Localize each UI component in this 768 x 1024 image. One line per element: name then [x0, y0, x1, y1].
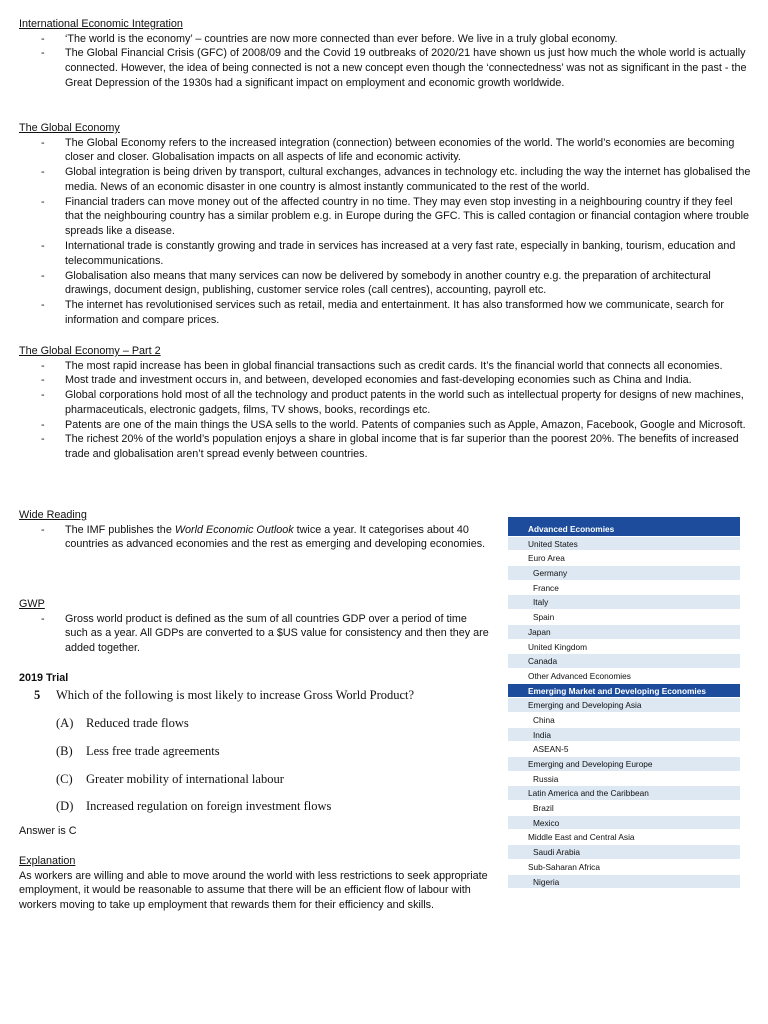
option-letter: (A) [56, 716, 74, 730]
table-row: United Kingdom [508, 640, 740, 655]
list-item: - Patents are one of the main things the USA sells to the world. Patents of companies such as Apple, Amazon, Facebook, Google and Microsoft. [19, 418, 751, 433]
heading-explanation: Explanation [19, 855, 76, 867]
exam-question [34, 688, 474, 818]
table-row: Latin America and the Caribbean [508, 786, 740, 801]
heading-global-economy: The Global Economy [19, 122, 120, 134]
explanation-text: As workers are willing and able to move around the world with less restrictions to seek appropriate employment, it would be reasonable to assume that there will be an efficient flow of labour with workers moving to take up employment that rewards them for their efficiency and skills. [19, 869, 488, 912]
option-letter: (C) [56, 772, 73, 786]
section-global-economy-2 [19, 344, 751, 462]
list-item: - Financial traders can move money out of the affected country in no time. They may even stop investing in a neighbouring country if they feel that the neighbouring country has a similar problem e.g. in Europe during the GFC. This is called contagion or financial contagion where trouble spreads like a disease. [19, 195, 751, 239]
list-item: - Global corporations hold most of all the technology and product patents in the world such as intellectual property for designs of new machines, pharmaceuticals, electronic gadgets, films, TV shows, books, recordings etc. [19, 388, 751, 418]
publication-title: World Economic Outlook [174, 523, 294, 536]
list-item: - The most rapid increase has been in global financial transactions such as credit cards. It’s the financial world that connects all economies. [19, 359, 751, 374]
bullet-list-global-economy [19, 136, 751, 328]
table-row: Euro Area [508, 551, 740, 566]
table-row: Canada [508, 654, 740, 669]
table-row: Germany [508, 566, 740, 581]
option-text: Reduced trade flows [86, 716, 189, 730]
list-item: - Globalisation also means that many services can now be delivered by somebody in another country e.g. the preparation of architectural drawings, document design, publishing, customer service roles (call centres), accounting, payroll etc. [19, 269, 751, 299]
table-row: India [508, 728, 740, 743]
heading-global-economy-2: The Global Economy – Part 2 [19, 345, 161, 357]
table-row: United States [508, 537, 740, 552]
list-item [19, 523, 489, 553]
question-text: Which of the following is most likely to increase Gross World Product? [56, 688, 415, 702]
imf-classification-table [508, 517, 740, 889]
section-global-economy [19, 121, 751, 328]
heading-integration: International Economic Integration [19, 18, 183, 30]
list-item: - The Global Financial Crisis (GFC) of 2008/09 and the Covid 19 outbreaks of 2020/21 have shown us just how much the whole world is actually connected. However, the idea of being connected is not a new concept even though the ‘connectedness’ was not as significant in the past - the Great Depression of the 1930s had a significant impact on employment and economic growth worldwide. [19, 46, 751, 90]
answer-text: Answer is C [19, 825, 77, 837]
list-item: - Gross world product is defined as the sum of all countries GDP over a period of time such as a year. All GDPs are converted to a $US value for consistency and then they are added together. [19, 612, 489, 656]
list-item: - The richest 20% of the world’s population enjoys a share in global income that is far superior than the poorest 20%. The benefits of increased trade and globalisation aren’t spread evenly between countries. [19, 432, 751, 462]
bullet-list-global-economy-2 [19, 359, 751, 463]
table-row: Japan [508, 625, 740, 640]
table-row: ASEAN-5 [508, 742, 740, 757]
list-item: - International trade is constantly growing and trade in services has increased at a very fast rate, especially in banking, tourism, education and telecommunications. [19, 239, 751, 269]
table-row: China [508, 713, 740, 728]
table-rows [508, 522, 740, 889]
table-row: France [508, 581, 740, 596]
table-row: Brazil [508, 801, 740, 816]
table-row: Sub-Saharan Africa [508, 860, 740, 875]
list-item: - ‘The world is the economy’ – countries are now more connected than ever before. We live in a truly global economy. [19, 32, 751, 47]
question-number: 5 [34, 688, 41, 702]
table-row: Saudi Arabia [508, 845, 740, 860]
heading-wide-reading: Wide Reading [19, 509, 87, 521]
wide-reading-text-end: twice a year. It categorises about 40 countries as advanced economies and the rest as emerging and developing economies. [65, 523, 486, 551]
option-text: Greater mobility of international labour [86, 772, 284, 786]
table-row: Emerging and Developing Europe [508, 757, 740, 772]
bullet-list-gwp [19, 612, 489, 656]
option-letter: (B) [56, 744, 73, 758]
table-row: Other Advanced Economies [508, 669, 740, 684]
table-header-row: Advanced Economies [508, 522, 740, 537]
table-row: Mexico [508, 816, 740, 831]
table-header-row: Emerging Market and Developing Economies [508, 684, 740, 699]
list-item: - The Global Economy refers to the increased integration (connection) between economies of the world. The world’s economies are becoming closer and closer. Globalisation impacts on all aspects of life and economic activity. [19, 136, 751, 166]
table-row: Middle East and Central Asia [508, 830, 740, 845]
trial-heading: 2019 Trial [19, 672, 69, 684]
bullet-list-wide-reading [19, 523, 489, 553]
table-row: Nigeria [508, 875, 740, 890]
list-item: - Most trade and investment occurs in, and between, developed economies and fast-developing economies such as China and India. [19, 373, 751, 388]
bullet-list-integration [19, 32, 751, 91]
section-gwp [19, 597, 489, 656]
table-row: Russia [508, 772, 740, 787]
option-letter: (D) [56, 799, 74, 813]
section-integration [19, 17, 751, 91]
list-item: - The internet has revolutionised services such as retail, media and entertainment. It has also transformed how we communicate, search for information and compare prices. [19, 298, 751, 328]
option-text: Less free trade agreements [86, 744, 220, 758]
option-text: Increased regulation on foreign investment flows [86, 799, 332, 813]
heading-gwp: GWP [19, 598, 45, 610]
table-row: Spain [508, 610, 740, 625]
section-wide-reading [19, 508, 489, 552]
table-row: Italy [508, 595, 740, 610]
list-item: - Global integration is being driven by transport, cultural exchanges, advances in technology etc. including the way the internet has globalised the media. News of an economic disaster in one country is almost instantly communicated to the rest of the world. [19, 165, 751, 195]
wide-reading-text-start: The IMF publishes the [65, 523, 175, 536]
section-explanation [19, 854, 494, 913]
table-row: Emerging and Developing Asia [508, 698, 740, 713]
